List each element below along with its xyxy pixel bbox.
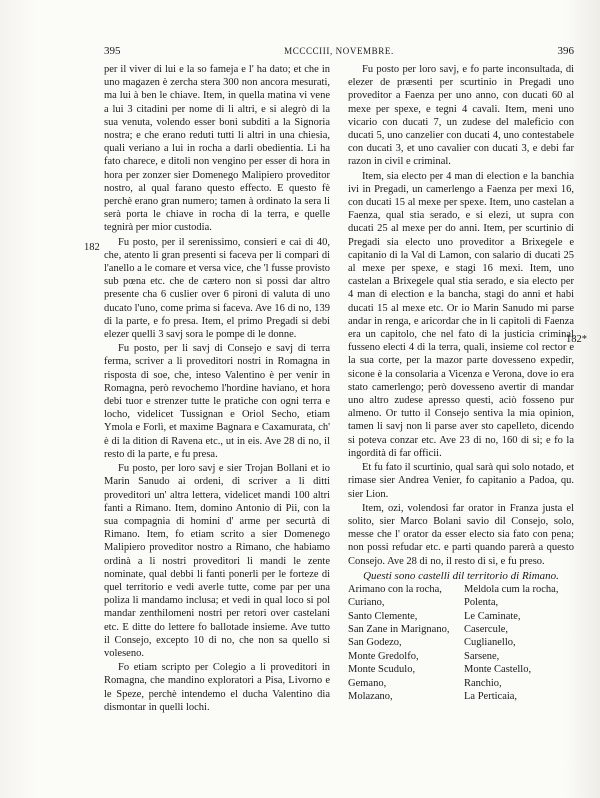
- paragraph: Et fu fato il scurtinio, qual sarà qui solo notado, et rimase sier Andrea Venier, fo capitanio a Padoa, qu. sier Lion.: [348, 462, 574, 500]
- left-column: [104, 63, 330, 714]
- castles-heading: Questi sono castelli dil territorio di Rimano.: [363, 569, 559, 582]
- castle-name: Le Caminate,: [464, 610, 521, 622]
- page-number-left: 395: [104, 45, 121, 57]
- castle-name: Polenta,: [464, 597, 499, 609]
- paragraph: Fu posto, per il serenissimo, consieri e cai di 40, che, atento li gran presenti si faceva per li compari di l'anello a le comare et versa vice, che 'l fusse provisto sub pœna etc. che de cætero non si possi dar altro presente cha 6 cuslier over 6 pironi di valuta di uno ducato l'uno, come prima si faceva. Ave 16 di no, 139 di la parte, e fo presa. Item, el primo Pregadi si debi elezer quelli 3 savj sora le pompe di le donne.: [104, 236, 330, 341]
- running-header: [104, 44, 574, 58]
- paragraph: Item, sia electo per 4 man di election e la banchia ivi in Pregadi, un camerlengo a Faenza per mexi 16, con ducati 15 al mexe per spexe. Item, uno castelan a Faenza, qual stia serado, e si elezi, ut supra con ducati 25 al mexe per do anni. Item, per scurtinio di Pregadi sia electo uno proveditor a Brixegele e capitanio di la Val di Lamon, con salario di ducati 25 al mexe per spexe, e stagi 16 mexi. Item, uno castelan a Brixegele qual stia serado, e sia electo per 4 man di election e la bancha, stagi do anni et habi ducati 15 al mexe etc. Or io Marin Sanudo mi parse andar in renga, e aricordar che in li capitoli di Faenza era un capitolo, che nel fato di la justicia criminal fusseno electi 4 di la terra, quali, insieme col rector e la sua corte, per la mazor parte dovesseno expedir, sicone è la consolaria a Vicenza e Verona, dove io era stato camerlengo; però dovesseno avertir di mandar uno altro zudese apresso questi, aciò fosseno pur almeno. Or tutto il Consejo sentiva la mia opinion, tamen li savj non li parse aver sto capelleto, dicendo si poteva conzar etc. Ave 23 di no, 160 di si; e fo la ingordità di far officii.: [348, 170, 574, 459]
- castle-name: Gemano,: [348, 677, 387, 689]
- paragraph: Fu posto, per li savj di Consejo e savj di terra ferma, scriver a li proveditori nostri in Romagna in risposta di soe, che, inteso Valentino è per venir in Romagna, però revochemo l'hordine haviano, et hora debi tuor e strenzer tutte le pratiche con ogni terra e locho, videlicet Tussignan e Oriol Secho, etiam Ymola e Forlì, et maxime Bagnara e Caxamurata, ch' è di la dition di Ravena etc., ut in eis. Ave 28 di no, il resto di la parte, e fu presa.: [104, 343, 330, 460]
- paragraph: Item, ozi, volendosi far orator in Franza justa el solito, sier Marco Bolani savio dil Consejo, solo, messe che l' orator da esser electo sia fato con pena; non possi refudar etc. e parti quando parerà a questo Consejo. Ave 28 di no, il resto di si, e fu preso.: [348, 502, 574, 567]
- paragraph: Fu posto, per loro savj e sier Trojan Bollani et io Marin Sanudo ai ordeni, di scriver a li ditti proveditori un' altra lettera, videlicet mandi 100 altri fanti a Rimano. Item, domino Antonio di Pii, con la sua compagnia di homini d' arme per securtà di Rimano. Item, fo etiam scrito a sier Domenego Malipiero proveditor nostro a Rimano, che habiamo ordinà a li nostri proveditori li mandi le zente nominate, qual debbi li fanti ponerli per le forteze di quel territorio e vedi averle tutte, come par per una poliza li mandamo inclusa; et vedi in qual loco si pol mandar zenthilomeni nostri per retori over castelani etc. E ditte do lettere fo ballotade insieme. Ave tutto il Consejo, excepto 10 di no, che non sa quello si voleseno.: [104, 463, 330, 659]
- castle-name: Meldola cum la rocha,: [464, 583, 559, 595]
- running-title: MCCCCIII, NOVEMBRE.: [284, 46, 394, 56]
- castle-name: Curiano,: [348, 597, 385, 609]
- castle-name: Sarsene,: [464, 650, 500, 662]
- castle-name: La Perticaia,: [464, 690, 518, 702]
- castle-name: Monte Gredolfo,: [348, 650, 419, 662]
- castles-column-2: [464, 583, 574, 704]
- castle-name: Arimano con la rocha,: [348, 583, 442, 595]
- margin-folio-right: 182*: [566, 334, 587, 345]
- castle-name: Santo Clemente,: [348, 610, 418, 622]
- castle-name: Ranchio,: [464, 677, 502, 689]
- paragraph: Fu posto per loro savj, e fo parte inconsultada, di elezer de præsenti per scurtinio in Pregadi uno proveditor a Faenza per uno anno, con ducati 60 al mexe per spexe, e tegni 4 cavali. Item, meni uno vicario con ducati 7, un zudese del maleficio con ducati 5, uno canzelier con ducati 4, uno contestabele con ducati 3, et uno cavalier con ducati 3, e debi far razon in civil e criminal.: [348, 64, 574, 168]
- right-column: [348, 63, 574, 703]
- castle-name: Casercule,: [464, 623, 509, 635]
- castle-name: Monte Castello,: [464, 664, 532, 676]
- castle-name: San Zane in Marignano,: [348, 623, 450, 635]
- castles-column-1: [348, 583, 456, 704]
- castles-list: [348, 583, 574, 704]
- castle-name: Monte Scudulo,: [348, 664, 416, 676]
- margin-folio-left: 182: [84, 242, 100, 253]
- paragraph: Fo etiam scripto per Colegio a li proveditori in Romagna, che mandino exploratori a Pisa, Livorno e le Speze, perchè intendemo el ducha Valentino dia dismontar in quelli lochi.: [104, 662, 330, 713]
- castle-name: Molazano,: [348, 690, 393, 702]
- paragraph: per il viver di lui e la so fameja e l' ha dato; et che in uno magazen è zercha stera 300 non ancora mesurati, ma lui à ben le chiave. Item, in quella matina vi vene a lui 3 citadini per nome di li altri, e si alegrò di la sua venuta, volendo esser boni subditi a la Signoria nostra; e che erano reduti tutti li altri in una chiesia, quali veriano a lui in rocha a darli obedientia. Li ha fato charece, e ditoli non vengino per esser di hora in hora per zonzer sier Domenego Malipiero proveditor nostro, al qual farano questo effecto. E questo fè perchè erano gran numero; tamen à ordinato la sera li serà porta le chiave in rocha di la terra, e quelle tegnirà per mior custodia.: [104, 64, 330, 234]
- page-number-right: 396: [557, 45, 574, 57]
- castle-name: Cuglianello,: [464, 637, 516, 649]
- castle-name: San Godezo,: [348, 637, 402, 649]
